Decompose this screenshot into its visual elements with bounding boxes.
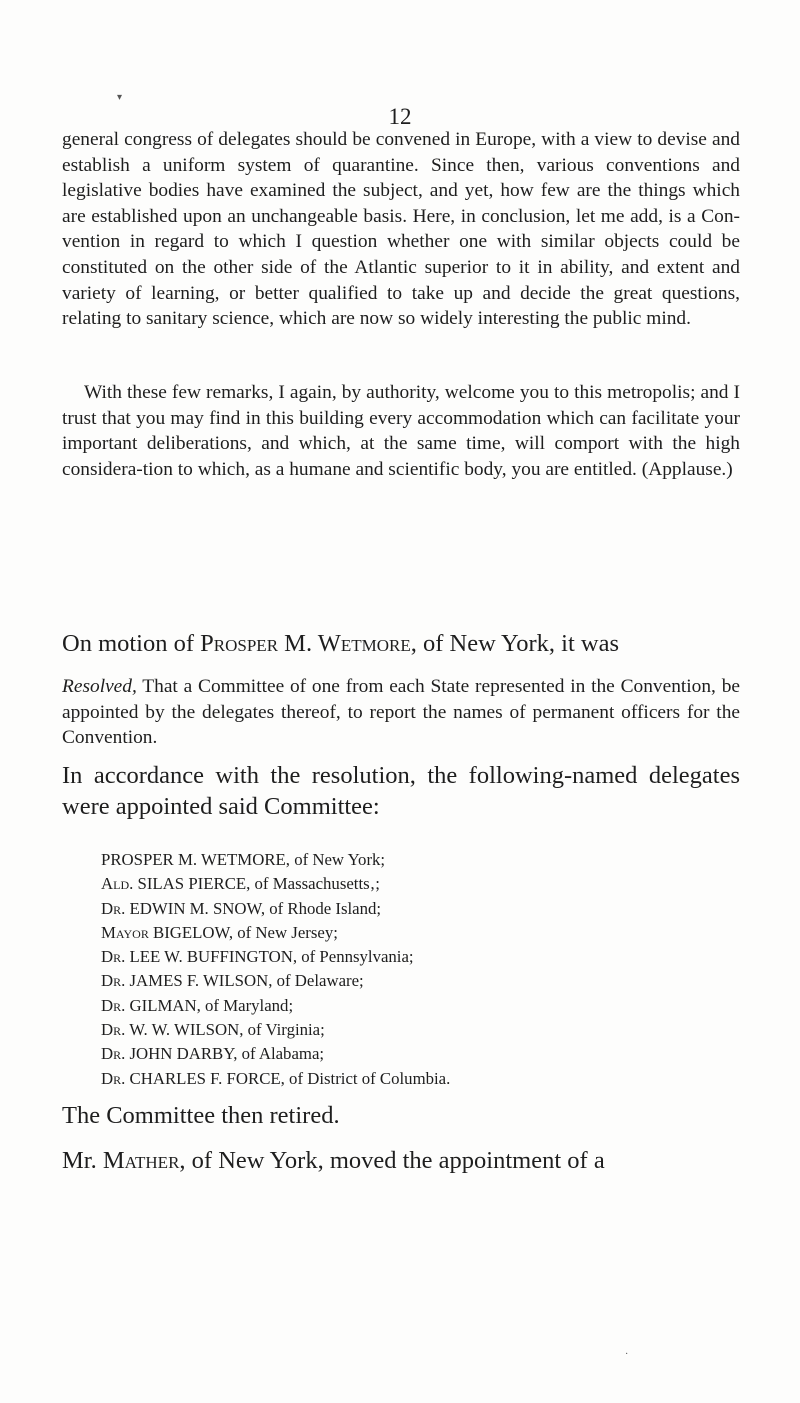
committee-list (101, 848, 741, 1091)
motion-prefix: On motion of (62, 630, 201, 657)
member-state: , of Maryland; (196, 995, 294, 1015)
committee-member (101, 994, 741, 1018)
motion-name: Prosper M. Wetmore (200, 630, 411, 657)
member-title: Dr. (101, 1044, 126, 1064)
committee-member (101, 969, 741, 993)
committee-member (101, 1018, 741, 1042)
paragraph-speech-continued: general congress of delegates should be convened in Europe, with a view to devise and establish a uniform system of quarantine. Since then, various conventions and legislative bodies have examined the subject, and yet, how few are the things which are established upon an unchangeable basis. Here, in conclusion, let me add, is a Con-vention in regard to which I question whether one with similar objects could be constituted on the other side of the Atlantic superior to it in ability, and extent and variety of learning, or better qualified to take up and decide the great questions, relating to sanitary science, which are now so widely interesting the public mind. (62, 129, 740, 330)
mather-prefix: Mr. (62, 1147, 103, 1174)
committee-member (101, 1042, 741, 1066)
motion-suffix: , of New York, it was (410, 630, 620, 657)
member-title: Dr. (101, 1020, 126, 1040)
member-title: Dr. (101, 1068, 126, 1088)
committee-member (101, 921, 741, 945)
member-state: , of New Jersey; (228, 922, 338, 942)
member-title: Ald. (101, 874, 134, 894)
member-state: , of District of Columbia. (280, 1068, 451, 1088)
page-number: 12 (388, 104, 412, 129)
accordance-paragraph: In accordance with the resolution, the following-named delegates were appointed said Committee: (62, 762, 740, 820)
member-name: LEE W. BUFFINGTON (125, 947, 293, 967)
member-state: , of Delaware; (268, 971, 364, 991)
member-title: Dr. (101, 971, 126, 991)
member-name: EDWIN M. SNOW (125, 898, 261, 918)
mather-name: Mather (102, 1147, 180, 1174)
committee-member (101, 945, 741, 969)
member-state: , of Rhode Island; (260, 898, 382, 918)
member-name: BIGELOW (148, 922, 229, 942)
committee-retired-line: The Committee then retired. (62, 1102, 340, 1129)
member-name: GILMAN (125, 995, 197, 1015)
resolved-label: Resolved, (62, 676, 137, 697)
page-mark-bottom: · (625, 1349, 629, 1360)
mather-suffix: , of New York, moved the appointment of a (179, 1147, 605, 1174)
member-state: , of Virginia; (239, 1020, 325, 1040)
member-state: , of New York; (285, 850, 386, 869)
member-name: JOHN DARBY (125, 1044, 234, 1064)
mather-motion-line (62, 1145, 742, 1177)
member-state: , of Pennsylvania; (292, 947, 414, 967)
page-mark-top: ▾ (117, 92, 123, 103)
member-state: , of Massachusetts‚; (246, 874, 380, 894)
member-title: Mayor (101, 922, 149, 942)
motion-line (62, 628, 742, 660)
committee-member (101, 872, 741, 896)
member-name: SILAS PIERCE (133, 874, 247, 894)
committee-member (101, 897, 741, 921)
committee-member (101, 1067, 741, 1091)
member-state: , of Alabama; (233, 1044, 325, 1064)
paragraph-welcome: With these few remarks, I again, by authority, welcome you to this metropolis; and I trust that you may find in this building every accommodation which can facilitate your important deliberations, and which, at the same time, will comport with the high considera-tion to which, as a humane and scientific body, you are entitled. (Applause.) (62, 382, 740, 480)
member-title: Dr. (101, 947, 126, 967)
member-name: CHARLES F. FORCE (125, 1068, 281, 1088)
committee-member (101, 848, 741, 872)
member-name: W. W. WILSON (125, 1020, 240, 1040)
member-title: Dr. (101, 995, 126, 1015)
member-name: PROSPER M. WETMORE (101, 850, 286, 869)
member-title: Dr. (101, 898, 126, 918)
resolved-text: That a Committee of one from each State represented in the Convention, be appointed by the delegates thereof, to report the names of permanent officers for the Convention. (62, 676, 740, 749)
member-name: JAMES F. WILSON (125, 971, 269, 991)
resolution-paragraph (62, 674, 740, 751)
